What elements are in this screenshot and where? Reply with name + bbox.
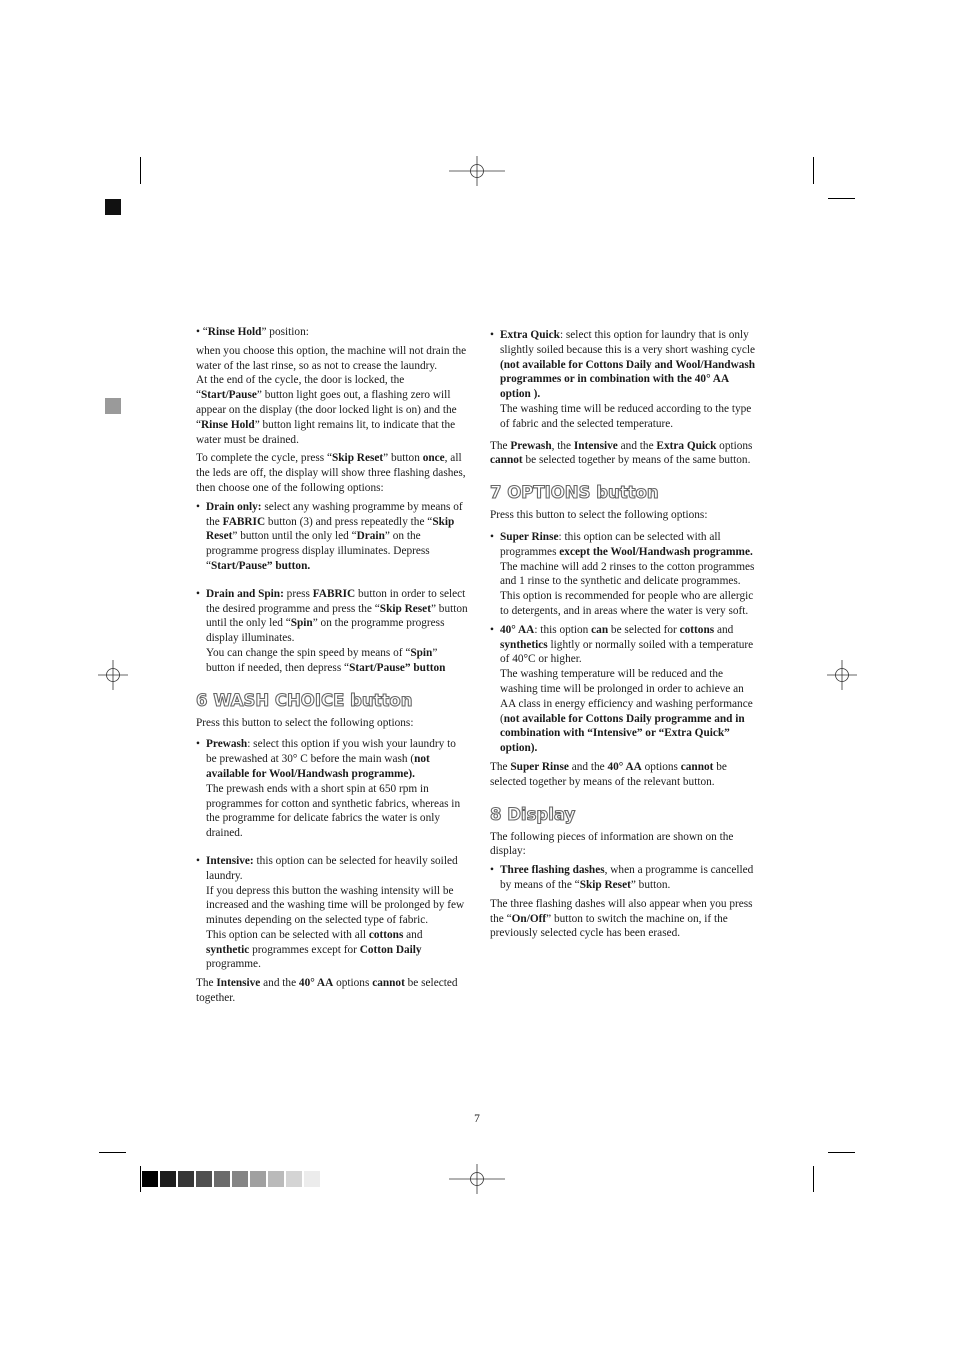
crop-mark [99, 1152, 126, 1153]
compatibility-note: The Prewash, the Intensive and the Extra Quick options cannot be selected together by means of the same button. [490, 439, 753, 467]
color-swatch [268, 1171, 284, 1187]
list-item-super-rinse: • Super Rinse: this option can be selected with all programmes except the Wool/Handwash programme. The machine will add 2 rinses to the cotton programmes and 1 rinse to the synthetic and delicate programmes. This option is recommended for people who are allergic to detergents, and in areas where the water is very soft. [490, 530, 755, 617]
list-item-intensive: • Intensive: this option can be selected for heavily soiled laundry. If you depress this button the washing intensity will be increased and the washing time will be prolonged by few minutes depending on the selected type of fabric. This option can be selected with all cottons and synthetic programmes except for Cotton Daily programme. [196, 854, 465, 971]
registration-mark-left [98, 660, 128, 690]
section-marker-black [105, 199, 121, 215]
section-heading-wash-choice: 6 WASH CHOICE button [196, 690, 413, 710]
rinse-hold-text: At the end of the cycle, the door is locked, the “Start/Pause” button light goes out, a flashing zero will appear on the display (the door locked light is on) and the “Rinse Hold” button light remains lit, to indicate that the water must be drained. [196, 374, 457, 446]
rinse-hold-heading: • “Rinse Hold” position: [196, 326, 309, 338]
crop-mark [813, 157, 814, 184]
list-item-40-aa: • 40° AA: this option can be selected for cottons and synthetics lightly or normally soiled with a temperature of 40°C or higher. The washing temperature will be reduced and the washing time will be prolonged in order to achieve an AA class in energy efficiency and washing performance (not available for Cottons Daily programme and in combination with “Intensive” or “Extra Quick” option). [490, 623, 754, 755]
crop-mark [828, 1152, 855, 1153]
color-swatch [160, 1171, 176, 1187]
registration-mark-bottom [449, 1164, 505, 1194]
color-swatch [214, 1171, 230, 1187]
color-swatch [142, 1171, 158, 1187]
rinse-hold-text: when you choose this option, the machine will not drain the water of the last rinse, so as not to crease the laundry. [196, 344, 467, 372]
section-marker-gray [105, 398, 121, 414]
section-heading-options: 7 OPTIONS button [490, 483, 659, 503]
crop-mark [813, 1166, 814, 1192]
list-item-drain-and-spin: • Drain and Spin: press FABRIC button in order to select the desired programme and press the “Skip Reset” button until the only led “Spin” on the programme progress display illuminates. You can change the spin speed by means of “Spin” button if needed, then depress “Start/Pause” button [196, 587, 468, 674]
color-swatch [196, 1171, 212, 1187]
color-swatch [286, 1171, 302, 1187]
compatibility-note: The Intensive and the 40° AA options cannot be selected together. [196, 977, 458, 1005]
color-swatch [178, 1171, 194, 1187]
registration-mark-right [827, 660, 857, 690]
crop-mark [140, 157, 141, 184]
list-item-extra-quick: • Extra Quick: select this option for laundry that is only slightly soiled because this is a very short washing cycle (not available for Cottons Daily and Wool/Handwash programmes or in combination with the 40° AA option ). The washing time will be reduced according to the type of fabric and the selected temperature. [490, 329, 756, 430]
display-note: The three flashing dashes will also appear when you press the “On/Off” button to switch the machine on, if the previously selected cycle has been erased. [490, 897, 753, 940]
section-intro: Press this button to select the following options: [490, 509, 708, 522]
page-number: 7 [474, 1113, 480, 1125]
section-intro: Press this button to select the following options: [196, 716, 414, 729]
list-item-drain-only: • Drain only: select any washing programme by means of the FABRIC button (3) and press repeatedly the “Skip Reset” button until the only led “Drain” on the programme progress display illuminates. Depress “Start/Pause” button. [196, 500, 463, 572]
section-heading-display: 8 Display [490, 804, 576, 824]
compatibility-note: The Super Rinse and the 40° AA options cannot be selected together by means of the relevant button. [490, 760, 727, 788]
print-color-bar [142, 1171, 320, 1187]
list-item-prewash: • Prewash: select this option if you wish your laundry to be prewashed at 30° C before the main wash (not available for Wool/Handwash programme). The prewash ends with a short spin at 650 rpm in programmes for cotton and synthetic fabrics, whereas in the programme for delicate fabrics the water is only drained. [196, 738, 461, 840]
color-swatch [232, 1171, 248, 1187]
crop-mark [140, 1166, 141, 1192]
color-swatch [250, 1171, 266, 1187]
crop-mark [828, 198, 855, 199]
color-swatch [304, 1171, 320, 1187]
registration-mark-top [449, 156, 505, 186]
section-intro: The following pieces of information are shown on the display: [490, 830, 734, 858]
left-column [196, 325, 468, 1010]
rinse-hold-text: To complete the cycle, press “Skip Reset” button once, all the leds are off, the display will show three flashing dashes, then choose one of the following options: [196, 452, 466, 494]
list-item-three-flashing-dashes: • Three flashing dashes, when a programme is cancelled by means of the “Skip Reset” button. [490, 864, 754, 891]
right-column [490, 328, 760, 945]
